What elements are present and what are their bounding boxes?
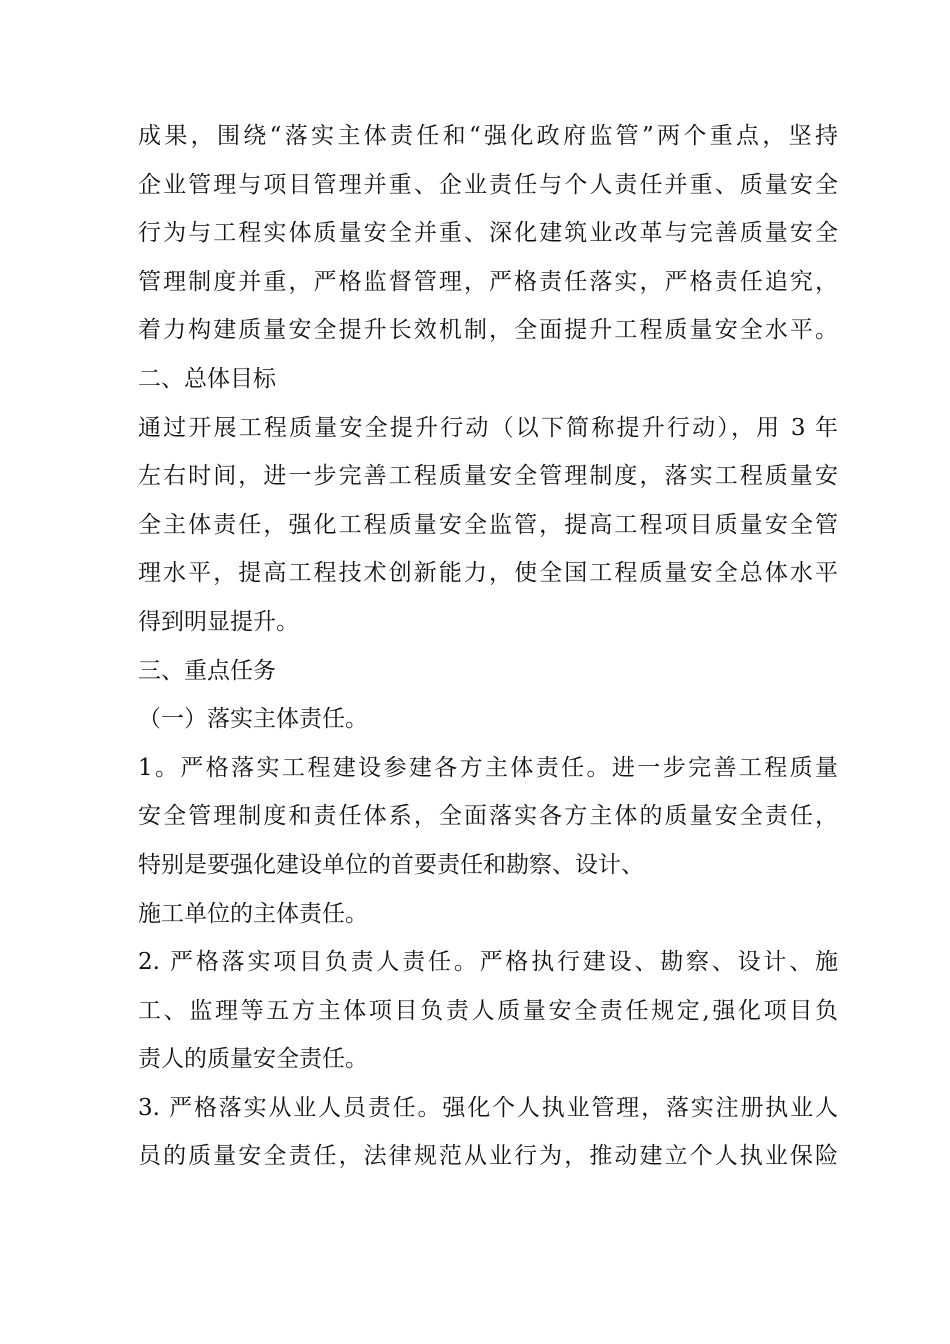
- paragraph-line: 管理制度并重，严格监督管理，严格责任落实，严格责任追究，: [138, 268, 838, 295]
- paragraph-line: 行为与工程实体质量安全并重、深化建筑业改革与完善质量安全: [138, 220, 838, 247]
- subsection-heading: （一）落实主体责任。: [138, 706, 368, 733]
- paragraph-line: 施工单位的主体责任。: [138, 900, 368, 927]
- paragraph-line: 理水平，提高工程技术创新能力，使全国工程质量安全总体水平: [138, 560, 838, 587]
- paragraph-line: 3. 严格落实从业人员责任。强化个人执业管理，落实注册执业人: [138, 1094, 838, 1121]
- paragraph-line: 特别是要强化建设单位的首要责任和勘察、设计、: [138, 851, 644, 878]
- paragraph-line: 企业管理与项目管理并重、企业责任与个人责任并重、质量安全: [138, 171, 838, 198]
- paragraph-line: 着力构建质量安全提升长效机制，全面提升工程质量安全水平。: [138, 317, 838, 344]
- paragraph-line: 得到明显提升。: [138, 608, 299, 635]
- paragraph-line: 左右时间，进一步完善工程质量安全管理制度，落实工程质量安: [138, 463, 838, 490]
- paragraph-line: 全主体责任，强化工程质量安全监管，提高工程项目质量安全管: [138, 511, 838, 538]
- paragraph-line: 2. 严格落实项目负责人责任。严格执行建设、勘察、设计、施: [138, 949, 838, 976]
- section-heading: 三、重点任务: [138, 657, 276, 684]
- section-heading: 二、总体目标: [138, 365, 276, 392]
- document-body: [138, 112, 838, 1181]
- paragraph-line: 通过开展工程质量安全提升行动（以下简称提升行动），用 3 年: [138, 414, 838, 441]
- paragraph-line: 员的质量安全责任，法律规范从业行为，推动建立个人执业保险: [138, 1143, 838, 1170]
- paragraph-line: 成果，围绕“落实主体责任和“强化政府监管”两个重点，坚持: [138, 123, 838, 149]
- paragraph-line: 工、监理等五方主体项目负责人质量安全责任规定,强化项目负: [138, 997, 838, 1024]
- paragraph-line: 1。严格落实工程建设参建各方主体责任。进一步完善工程质量: [138, 754, 838, 781]
- paragraph-line: 安全管理制度和责任体系，全面落实各方主体的质量安全责任，: [138, 803, 838, 830]
- paragraph-line: 责人的质量安全责任。: [138, 1046, 368, 1073]
